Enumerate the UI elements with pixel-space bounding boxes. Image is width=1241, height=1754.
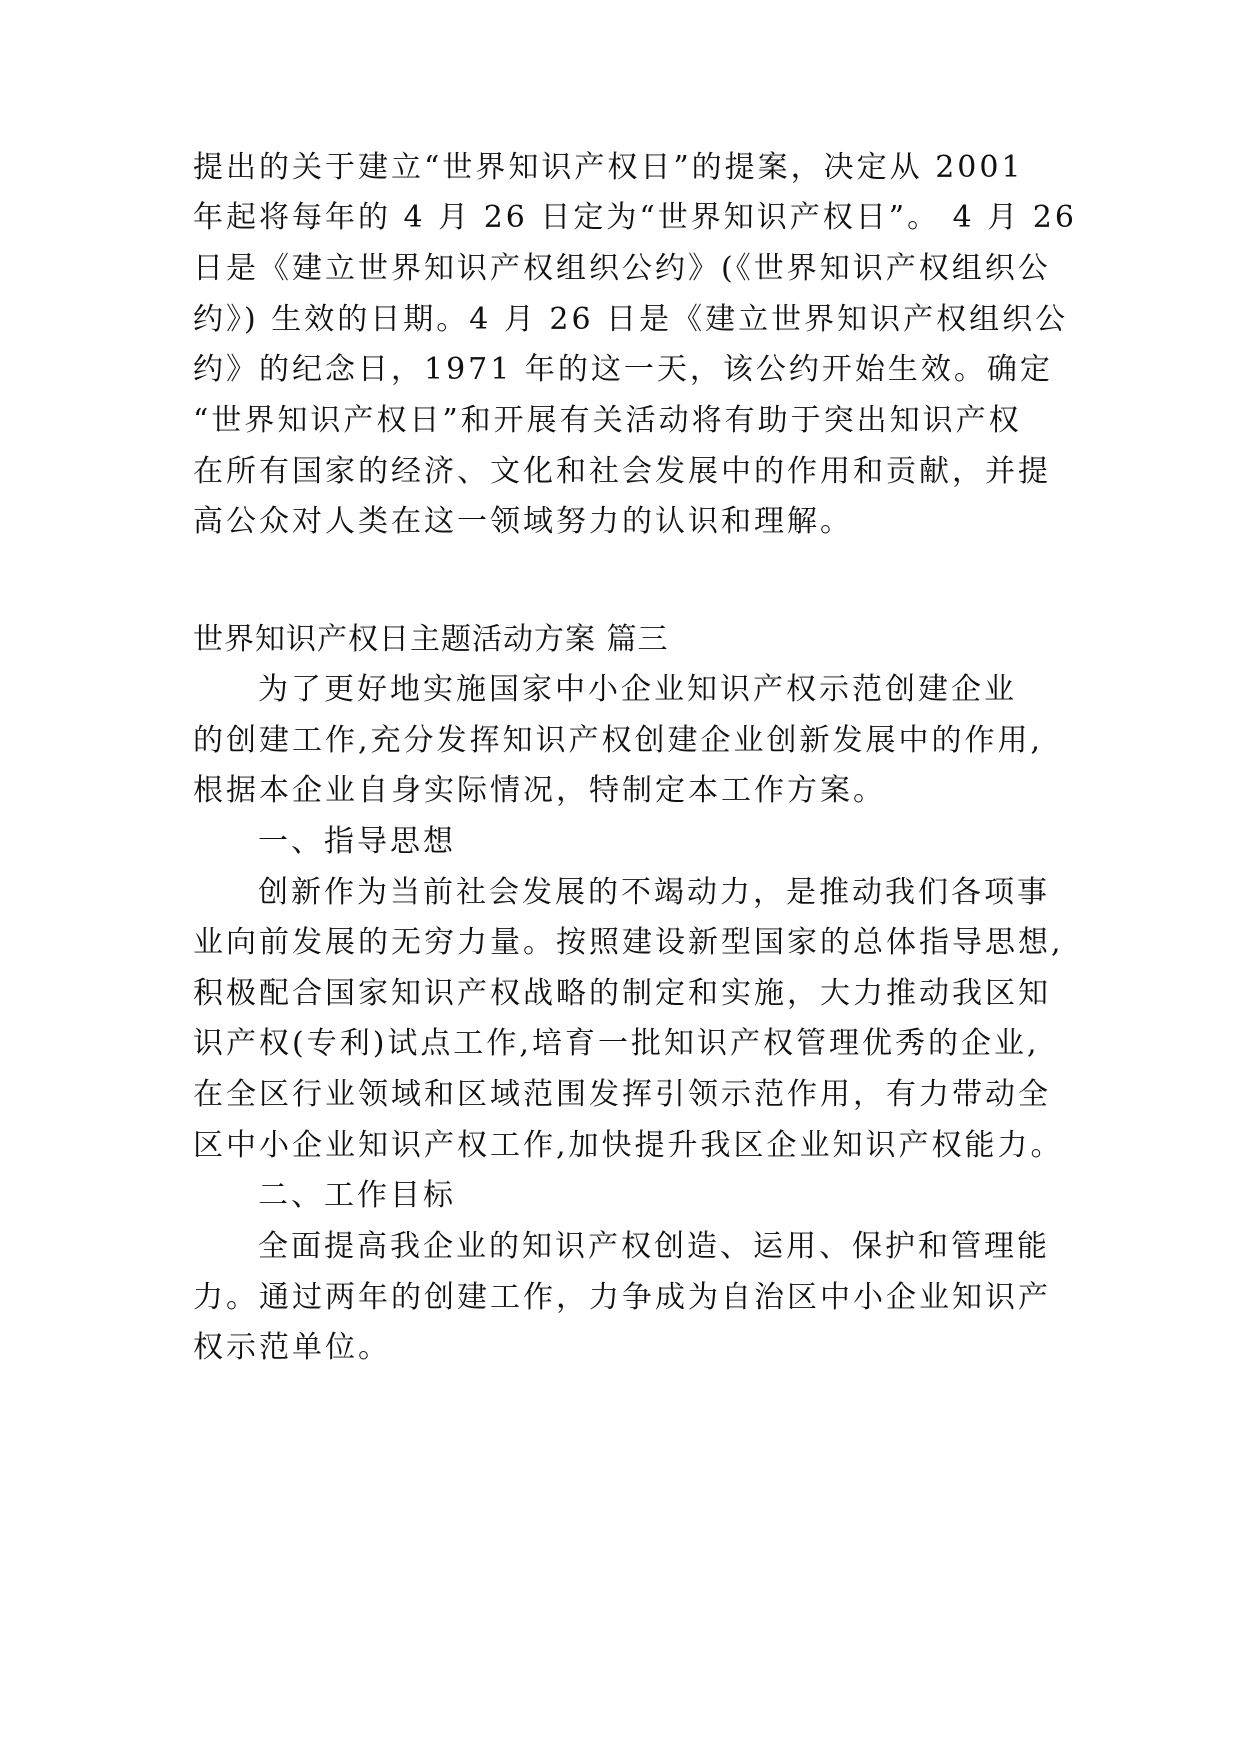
para2-line-2: 业向前发展的无穷力量。按照建设新型国家的总体指导思想,: [193, 925, 1064, 960]
intro-line-7: 在所有国家的经济、文化和社会发展中的作用和贡献，并提: [193, 454, 1051, 489]
para3-line-3: 权示范单位。: [193, 1330, 391, 1365]
para2-line-1: 创新作为当前社会发展的不竭动力，是推动我们各项事: [258, 875, 1050, 910]
heading-work-goals: 二、工作目标: [258, 1178, 456, 1213]
para1-line-3: 根据本企业自身实际情况，特制定本工作方案。: [193, 773, 886, 808]
intro-line-5: 约》的纪念日，1971 年的这一天，该公约开始生效。确定: [193, 352, 1053, 387]
para2-line-5: 在全区行业领域和区域范围发挥引领示范作用，有力带动全: [193, 1077, 1051, 1112]
para2-line-4: 识产权(专利)试点工作,培育一批知识产权管理优秀的企业,: [193, 1026, 1040, 1061]
para3-line-1: 全面提高我企业的知识产权创造、运用、保护和管理能: [258, 1229, 1050, 1264]
intro-line-4: 约》) 生效的日期。4 月 26 日是《建立世界知识产权组织公: [193, 302, 1069, 337]
intro-line-8: 高公众对人类在这一领域努力的认识和理解。: [193, 504, 853, 539]
para1-line-2: 的创建工作,充分发挥知识产权创建企业创新发展中的作用,: [193, 723, 1044, 758]
intro-line-6: “世界知识产权日”和开展有关活动将有助于突出知识产权: [193, 403, 1022, 438]
para1-line-1: 为了更好地实施国家中小企业知识产权示范创建企业: [258, 672, 1017, 707]
intro-line-1: 提出的关于建立“世界知识产权日”的提案，决定从 2001: [193, 150, 1024, 185]
heading-guiding-ideology: 一、指导思想: [258, 824, 456, 859]
intro-line-2: 年起将每年的 4 月 26 日定为“世界知识产权日”。 4 月 26: [193, 200, 1077, 235]
para2-line-3: 积极配合国家知识产权战略的制定和实施，大力推动我区知: [193, 976, 1051, 1011]
para3-line-2: 力。通过两年的创建工作，力争成为自治区中小企业知识产: [193, 1280, 1051, 1315]
intro-line-3: 日是《建立世界知识产权组织公约》(《世界知识产权组织公: [193, 251, 1051, 286]
section-title: 世界知识产权日主题活动方案 篇三: [193, 622, 669, 657]
para2-line-6: 区中小企业知识产权工作,加快提升我区企业知识产权能力。: [193, 1128, 1064, 1163]
